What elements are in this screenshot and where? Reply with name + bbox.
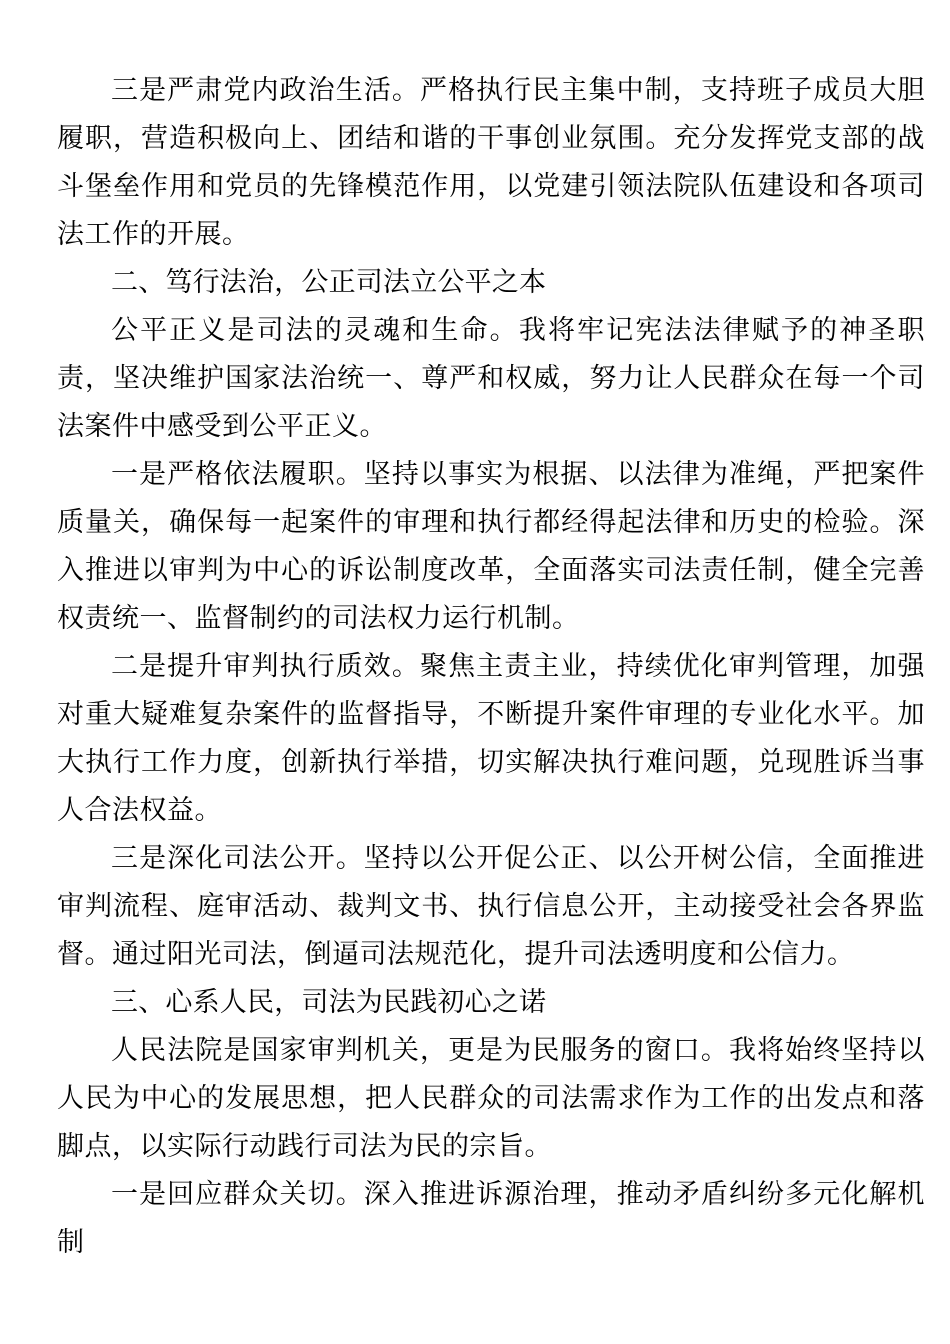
paragraph-respond-to-public-concerns: 一是回应群众关切。深入推进诉源治理，推动矛盾纠纷多元化解机制 (57, 1179, 925, 1257)
paragraph-fairness-justice-intro: 公平正义是司法的灵魂和生命。我将牢记宪法法律赋予的神圣职责，坚决维护国家法治统一、尊严和权威，努力让人民群众在每一个司法案件中感受到公平正义。 (57, 315, 925, 441)
section-heading-rule-of-law: 二、笃行法治，公正司法立公平之本 (111, 267, 547, 297)
paragraph-trial-enforcement-quality: 二是提升审判执行质效。聚焦主责主业，持续优化审判管理，加强对重大疑难复杂案件的监督指导，不断提升案件审理的专业化水平。加大执行工作力度，创新执行举措，切实解决执行难问题，兑现胜诉当事人合法权益。 (57, 651, 925, 825)
paragraph-judicial-openness: 三是深化司法公开。坚持以公开促公正、以公开树公信，全面推进审判流程、庭审活动、裁判文书、执行信息公开，主动接受社会各界监督。通过阳光司法，倒逼司法规范化，提升司法透明度和公信力。 (57, 843, 925, 969)
section-heading-serve-the-people: 三、心系人民，司法为民践初心之诺 (111, 987, 547, 1017)
paragraph-party-political-life: 三是严肃党内政治生活。严格执行民主集中制，支持班子成员大胆履职，营造积极向上、团结和谐的干事创业氛围。充分发挥党支部的战斗堡垒作用和党员的先锋模范作用，以党建引领法院队伍建设和各项司法工作的开展。 (57, 75, 925, 249)
paragraph-people-centered-court: 人民法院是国家审判机关，更是为民服务的窗口。我将始终坚持以人民为中心的发展思想，把人民群众的司法需求作为工作的出发点和落脚点，以实际行动践行司法为民的宗旨。 (57, 1035, 925, 1161)
paragraph-strict-law-performance: 一是严格依法履职。坚持以事实为根据、以法律为准绳，严把案件质量关，确保每一起案件的审理和执行都经得起法律和历史的检验。深入推进以审判为中心的诉讼制度改革，全面落实司法责任制，健全完善权责统一、监督制约的司法权力运行机制。 (57, 459, 925, 633)
